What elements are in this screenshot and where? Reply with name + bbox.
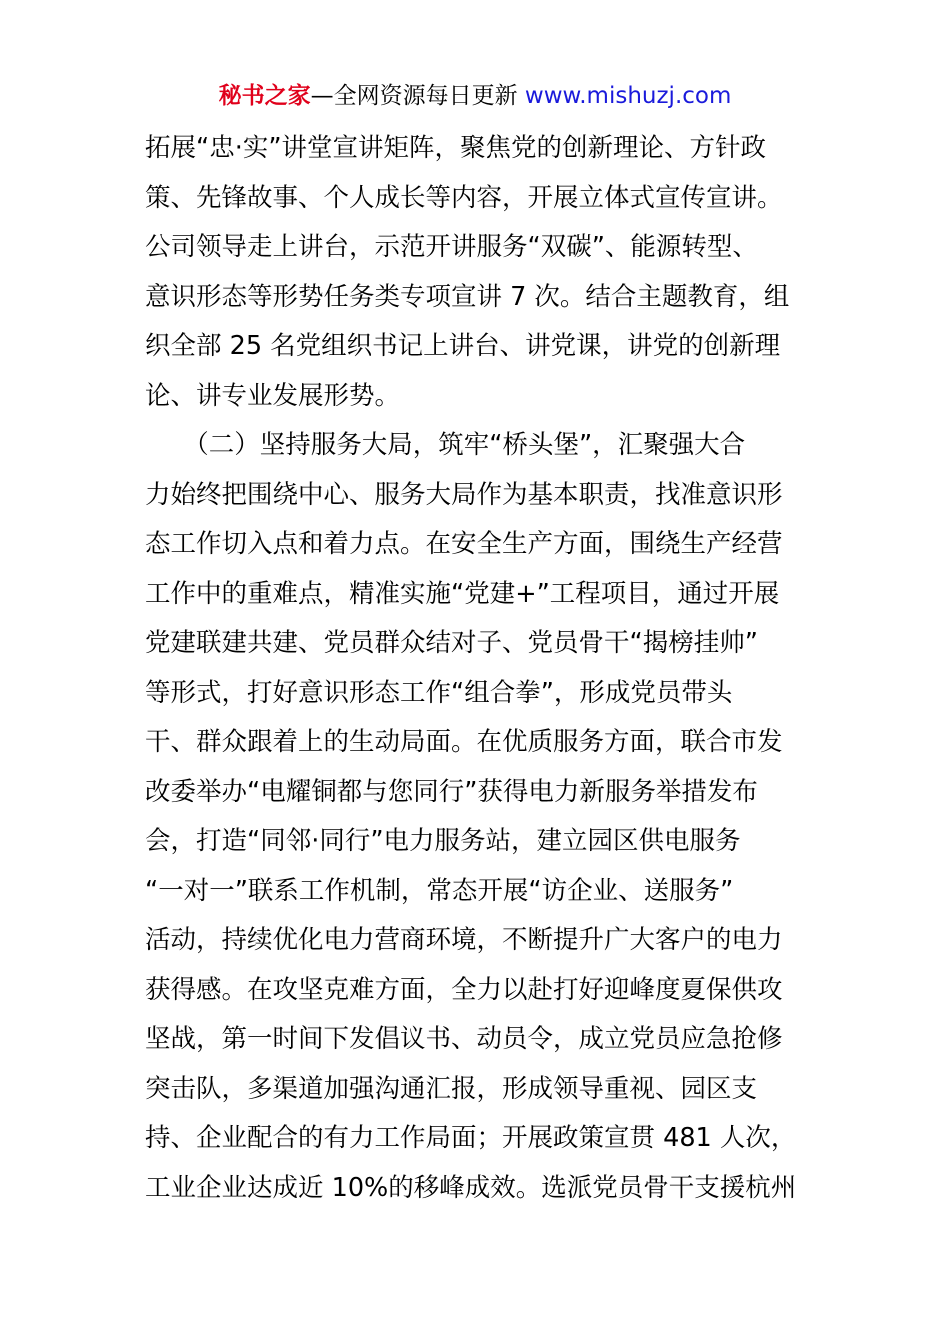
section-heading-line: （二）坚持服务大局，筑牢“桥头堡”，汇聚强大合 (145, 430, 746, 460)
brand-name: 秘书之家 (218, 83, 311, 109)
text-line: 获得感。在攻坚克难方面，全力以赴打好迎峰度夏保供攻 (145, 974, 783, 1005)
text-line: 公司领导走上讲台，示范开讲服务“双碳”、能源转型、 (145, 232, 758, 262)
text-line: 等形式，打好意识形态工作“组合拳”，形成党员带头 (145, 677, 733, 708)
text-line: 工业企业达成近 10%的移峰成效。选派党员骨干支援杭州 (145, 1172, 797, 1203)
text-line: 拓展“忠·实”讲堂宣讲矩阵，聚焦党的创新理论、方针政 (145, 133, 767, 163)
text-line: 突击队，多渠道加强沟通汇报，形成领导重视、园区支 (145, 1073, 758, 1104)
text-line: 工作中的重难点，精准实施“党建+”工程项目，通过开展 (145, 578, 780, 609)
text-line: 活动，持续优化电力营商环境，不断提升广大客户的电力 (145, 925, 783, 955)
header-slogan: —全网资源每日更新 (310, 83, 518, 109)
site-header (0, 80, 950, 112)
text-line: 织全部 25 名党组织书记上讲台、讲党课，讲党的创新理 (145, 331, 781, 361)
text-line: 论、讲专业发展形势。 (145, 380, 401, 411)
text-line: 会，打造“同邻·同行”电力服务站，建立园区供电服务 (145, 826, 741, 856)
document-body (145, 126, 815, 1215)
text-line: 坚战，第一时间下发倡议书、动员令，成立党员应急抢修 (145, 1024, 783, 1054)
text-line: 党建联建共建、党员群众结对子、党员骨干“揭榜挂帅” (145, 628, 758, 658)
text-line: “一对一”联系工作机制，常态开展“访企业、送服务” (145, 875, 734, 906)
text-line: 持、企业配合的有力工作局面；开展政策宣贯 481 人次， (145, 1123, 797, 1153)
text-line: 干、群众跟着上的生动局面。在优质服务方面，联合市发 (145, 727, 783, 757)
text-line: 策、先锋故事、个人成长等内容，开展立体式宣传宣讲。 (145, 182, 783, 213)
text-line: 力始终把围绕中心、服务大局作为基本职责，找准意识形 (145, 479, 783, 510)
text-line: 改委举办“电耀铜都与您同行”获得电力新服务举措发布 (145, 776, 758, 807)
site-url-link[interactable]: www.mishuzj.com (524, 83, 732, 109)
text-line: 态工作切入点和着力点。在安全生产方面，围绕生产经营 (145, 529, 783, 559)
text-line: 意识形态等形势任务类专项宣讲 7 次。结合主题教育，组 (145, 281, 790, 312)
